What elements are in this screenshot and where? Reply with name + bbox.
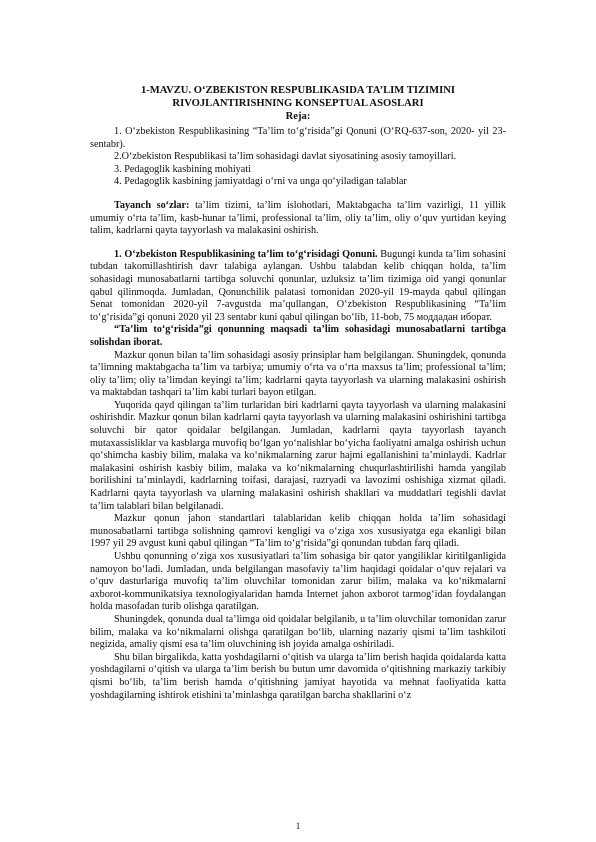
plan-item-2: 2.O‘zbekiston Respublikasi ta’lim sohasidagi davlat siyosatining asosiy tamoyillari. [114,151,457,163]
plan-item-1: 1. O‘zbekiston Respublikasining “Ta’lim to‘g‘risida”gi Qonuni (O‘RQ-637-son, 2020- yil 23-sentabr). [90,126,506,150]
title-line-2: RIVOJLANTIRISHNING KONSEPTUAL ASOSLARI [172,98,424,109]
plan-item-3: 3. Pedagoglik kasbining mohiyati [114,163,251,175]
title-line-1: 1-MAVZU. O‘ZBEKISTON RESPUBLIKASIDA TA’LIM TIZIMINI [140,85,456,96]
document-body [90,126,506,702]
paragraph-4: Ushbu qonunning o‘ziga xos xususiyatlari ta’lim sohasiga bir qator yangiliklar kiritilganligida namoyon bo‘ladi. Jumladan, unda belgilangan masofaviy ta’lim haqidagi qoidalar o‘quv rejalari va o‘quv dasturlariga muvofiq ta’lim oluvchilar tomonidan zarur bilim, malaka va ko‘nikmalarni axborot-kommunikatsiya texnologiyalaridan hamda Internet jahon axborot tarmog‘idan foydalangan holda masofadan turib olishga qaratilgan. [90,551,506,613]
section1-paragraph [90,249,506,325]
page-number: 1 [295,821,301,831]
title-block [90,84,506,123]
paragraph-6: Shu bilan birgalikda, katta yoshdagilarni o‘qitish va ularga ta’lim berish haqida qoidalarda katta yoshdagilarni o‘qitish va ularga ta’lim berish bu butun umr davomida o‘qitishning markaziy tarkibiy qismi bo‘lib, ta’lim berish hamda o‘qitishning jamiyat hayotida va mehnat faoliyatida katta yoshdagilarning ishtirok etishini ta’minlashga qaratilgan barcha shakllarini o‘z [90,651,506,701]
section1-heading: 1. O‘zbekiston Respublikasining ta’lim to‘g‘risidagi Qonuni. [114,248,378,260]
plan-heading: Reja: [285,111,311,122]
paragraph-2: Yuqorida qayd qilingan ta’lim turlaridan biri kadrlarni qayta tayyorlash va ularning malakasini oshirishdir. Mazkur qonun bilan kadrlarni qayta tayyorlash va ularning malakasini oshirishini tartibga soluvchi bir qator qoidalar belgilangan. Jumladan, kadrlarni qayta tayyorlash tayanch mutaxassisliklar va kasblarga muvofiq bo‘lgan yo‘nalishlar bo‘yicha faoliyatni amalga oshirish uchun qo‘shimcha kasbiy bilim, malaka va ko‘nikmalarning zarur hajmi egallanishini ta’minlaydi. Kadrlar malakasini oshirish kasbiy bilim, malaka va ko‘nikmalarning chuqurlashtirilishi hamda yangilab borilishini ta’minlaydi, kadrlarning toifasi, darajasi, razryadi va lavozimi oshishiga xizmat qiladi. Kadrlarni qayta tayyorlash va ularning malakasini oshirish shakllari va muddatlari tegishli davlat ta’lim talablari bilan belgilanadi. [90,399,506,512]
plan-item-4: 4. Pedagoglik kasbining jamiyatdagi o‘rni va unga qo‘yiladigan talablar [114,176,407,188]
keywords-text: ta’lim tizimi, ta’lim islohotlari, Maktabgacha ta’lim vazirligi, 11 yillik umumiy o‘rta ta’lim, kasb-hunar ta’limi, professional ta’lim, oliy ta’lim, oliy o‘quv yurtidan keying talim, kadrlarni qayta tayyorlash va malakasini oshirish. [90,199,506,237]
keywords-paragraph [90,200,506,238]
section1-subheading: “Ta’lim to‘g‘risida”gi qonunning maqsadi ta’lim sohasidagi munosabatlarni tartibga solishdan iborat. [90,324,506,348]
paragraph-5: Shuningdek, qonunda dual ta’limga oid qoidalar belgilanib, u ta’lim oluvchilar tomonidan zarur bilim, malaka va ko‘nikmalarni olishga qaratilgan bo‘lib, ularning nazariy qismi ta’lim tashkiloti negizida, amaliy qismi esa ta’lim oluvchining ish joyida amalga oshiriladi. [90,613,506,651]
paragraph-1: Mazkur qonun bilan ta’lim sohasidagi asosiy prinsiplar ham belgilangan. Shuningdek, qonunda ta’limning maktabgacha ta’lim va tarbiya; umumiy o‘rta va o‘rta maxsus ta’lim; professional ta’lim; oliy ta’lim; oliy ta’limdan keyingi ta’lim; kadrlarni qayta tayyorlash va ularning malakasini oshirish va maktabdan tashqari ta’lim kabi turlari bayon etilgan. [90,349,506,399]
paragraph-3: Mazkur qonun jahon standartlari talablaridan kelib chiqqan holda ta’lim sohasidagi munosabatlarni tartibga solishning qamrovi kengligi va o‘ziga xos xususiyatga ega ekanligi bilan 1997 yil 29 avgust kuni qabul qilingan “Ta’lim to‘g‘risida”gi qonundan tubdan farq qiladi. [90,513,506,550]
keywords-label: Tayanch so‘zlar: [114,199,190,211]
section1-text: Bugungi kunda ta’lim sohasini tubdan takomillashtirish davr talabiga aylangan. Ushbu talabdan kelib chiqqan holda, ta’lim sohasidagi munosabatlarni tartibga soluvchi qonunlar, uzluksiz ta’lim tizimiga oid yangi qonunlar qabul qilinmoqda. Jumladan, Qonunchilik palatasi tomonidan 2020-yil 19-mayda qabul qilingan Senat tomonidan 2020-yil 7-avgustda ma’qullangan, O‘zbekiston Respublikasining “Ta’lim to‘g‘risida”gi qonuni 2020 yil 23 sentabr kuni qabul qilingan bo‘lib, 11-bob, 75 моддадан иборат. [90,248,506,323]
